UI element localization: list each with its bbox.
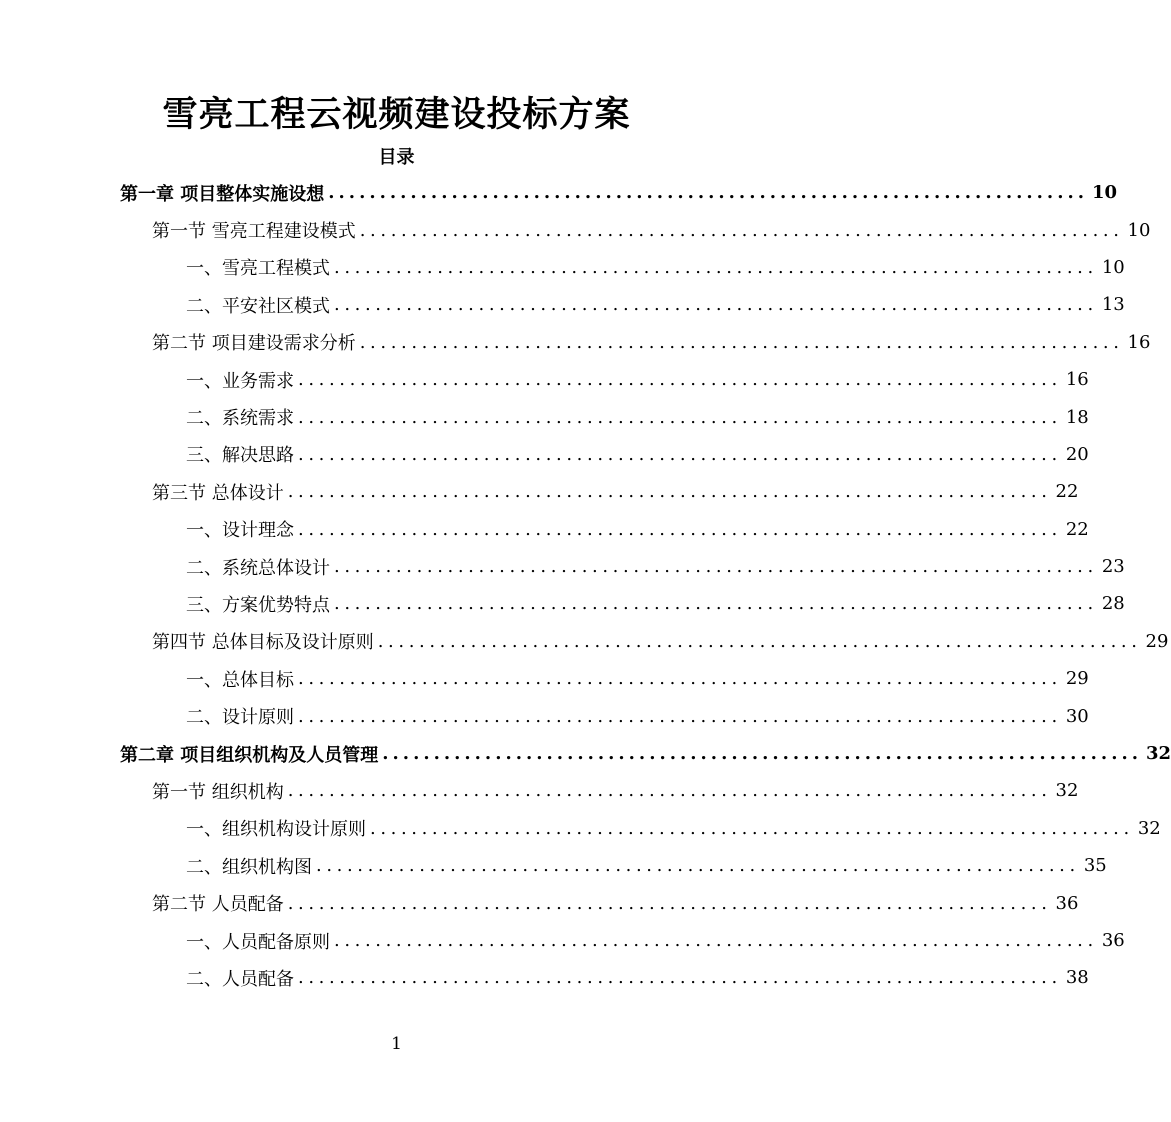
toc-entry-label: 三、解决思路 [186, 445, 294, 467]
toc-entry-page: 32 [1137, 817, 1161, 839]
toc-entry-section[interactable] [0, 473, 1079, 510]
toc-dot-leader: .......................................................................... [287, 892, 1052, 914]
toc-entry-page: 13 [1101, 294, 1125, 316]
toc-entry-label: 第一节 组织机构 [152, 781, 284, 803]
toc-entry-section[interactable] [0, 623, 1169, 660]
toc-entry-label: 一、业务需求 [186, 370, 294, 392]
toc-entry-subsection[interactable] [0, 697, 1089, 734]
toc-entry-subsection[interactable] [0, 361, 1089, 398]
toc-entry-subsection[interactable] [0, 286, 1125, 323]
toc-dot-leader: .......................................................................... [334, 294, 1098, 316]
toc-entry-chapter[interactable] [0, 174, 1118, 211]
page-number: 1 [391, 1034, 402, 1054]
toc-entry-label: 二、系统总体设计 [186, 557, 330, 579]
toc-entry-page: 35 [1083, 855, 1107, 877]
toc-entry-label: 一、雪亮工程模式 [186, 258, 330, 280]
toc-entry-page: 22 [1065, 518, 1089, 540]
toc-entry-label: 二、系统需求 [186, 408, 294, 430]
toc-entry-page: 29 [1145, 630, 1169, 652]
toc-entry-section[interactable] [0, 884, 1079, 921]
toc-entry-page: 10 [1092, 182, 1118, 204]
toc-entry-page: 32 [1055, 780, 1079, 802]
toc-entry-section[interactable] [0, 324, 1151, 361]
toc-dot-leader: .......................................................................... [298, 369, 1062, 391]
toc-entry-subsection[interactable] [0, 249, 1125, 286]
toc-entry-page: 36 [1055, 892, 1079, 914]
toc-dot-leader: .......................................................................... [334, 930, 1098, 951]
toc-heading: 目录 [378, 147, 415, 168]
toc-entry-page: 22 [1055, 481, 1079, 503]
toc-dot-leader: .......................................................................... [382, 743, 1142, 765]
toc-dot-leader: .......................................................................... [287, 780, 1052, 802]
toc-entry-label: 第二节 项目建设需求分析 [152, 333, 356, 355]
toc-dot-leader: .......................................................................... [334, 256, 1098, 278]
toc-entry-label: 二、人员配备 [186, 968, 294, 990]
toc-entry-section[interactable] [0, 211, 1151, 248]
toc-entry-page: 23 [1101, 556, 1125, 578]
toc-dot-leader: .......................................................................... [298, 406, 1062, 428]
toc-entry-label: 一、设计理念 [186, 520, 294, 542]
toc-entry-label: 第一章 项目整体实施设想 [120, 183, 325, 205]
toc-entry-page: 20 [1065, 443, 1089, 465]
toc-entry-subsection[interactable] [0, 585, 1125, 622]
toc-entry-label: 第三节 总体设计 [152, 482, 284, 504]
document-title: 雪亮工程云视频建设投标方案 [162, 94, 631, 135]
toc-entry-label: 第四节 总体目标及设计原则 [152, 632, 374, 654]
toc-dot-leader: .......................................................................... [359, 331, 1124, 353]
toc-entry-subsection[interactable] [0, 511, 1089, 548]
toc-entry-subsection[interactable] [0, 548, 1125, 585]
toc-dot-leader: .......................................................................... [298, 967, 1062, 989]
toc-dot-leader: .......................................................................... [287, 481, 1052, 503]
toc-entry-label: 二、组织机构图 [186, 856, 312, 878]
toc-entry-page: 36 [1101, 930, 1125, 951]
toc-entry-page: 32 [1146, 743, 1171, 765]
toc-dot-leader: .......................................................................... [328, 182, 1088, 204]
toc-entry-subsection[interactable] [0, 398, 1089, 435]
toc-entry-page: 16 [1127, 331, 1151, 353]
toc-entry-label: 第二节 人员配备 [152, 894, 284, 916]
toc-dot-leader: .......................................................................... [370, 817, 1134, 839]
toc-entry-label: 一、组织机构设计原则 [186, 819, 366, 841]
toc-dot-leader: .......................................................................... [359, 219, 1124, 241]
toc-entry-subsection[interactable] [0, 847, 1107, 884]
table-of-contents [0, 174, 1171, 997]
toc-dot-leader: .......................................................................... [298, 518, 1062, 540]
toc-entry-subsection[interactable] [0, 660, 1089, 697]
toc-entry-page: 10 [1101, 256, 1125, 278]
toc-entry-chapter[interactable] [0, 735, 1171, 772]
toc-dot-leader: .......................................................................... [334, 556, 1098, 578]
toc-dot-leader: .......................................................................... [316, 855, 1080, 877]
toc-entry-page: 29 [1065, 668, 1089, 690]
toc-dot-leader: .......................................................................... [298, 443, 1062, 465]
toc-entry-page: 38 [1065, 967, 1089, 989]
toc-entry-label: 第一节 雪亮工程建设模式 [152, 221, 356, 243]
toc-entry-label: 三、方案优势特点 [186, 594, 330, 616]
toc-entry-page: 10 [1127, 219, 1151, 241]
toc-entry-label: 二、平安社区模式 [186, 295, 330, 317]
toc-entry-page: 30 [1065, 705, 1089, 727]
toc-entry-page: 18 [1065, 406, 1089, 428]
toc-dot-leader: .......................................................................... [334, 593, 1098, 615]
toc-entry-label: 一、总体目标 [186, 669, 294, 691]
toc-dot-leader: .......................................................................... [298, 705, 1062, 727]
toc-entry-subsection[interactable] [0, 922, 1125, 959]
toc-dot-leader: .......................................................................... [377, 630, 1142, 652]
toc-entry-page: 16 [1065, 369, 1089, 391]
toc-entry-label: 一、人员配备原则 [186, 931, 330, 953]
toc-entry-subsection[interactable] [0, 959, 1089, 996]
toc-entry-label: 二、设计原则 [186, 707, 294, 729]
toc-dot-leader: .......................................................................... [298, 668, 1062, 690]
toc-entry-label: 第二章 项目组织机构及人员管理 [120, 744, 379, 766]
toc-entry-subsection[interactable] [0, 436, 1089, 473]
toc-entry-subsection[interactable] [0, 810, 1161, 847]
toc-entry-page: 28 [1101, 593, 1125, 615]
toc-entry-section[interactable] [0, 772, 1079, 809]
